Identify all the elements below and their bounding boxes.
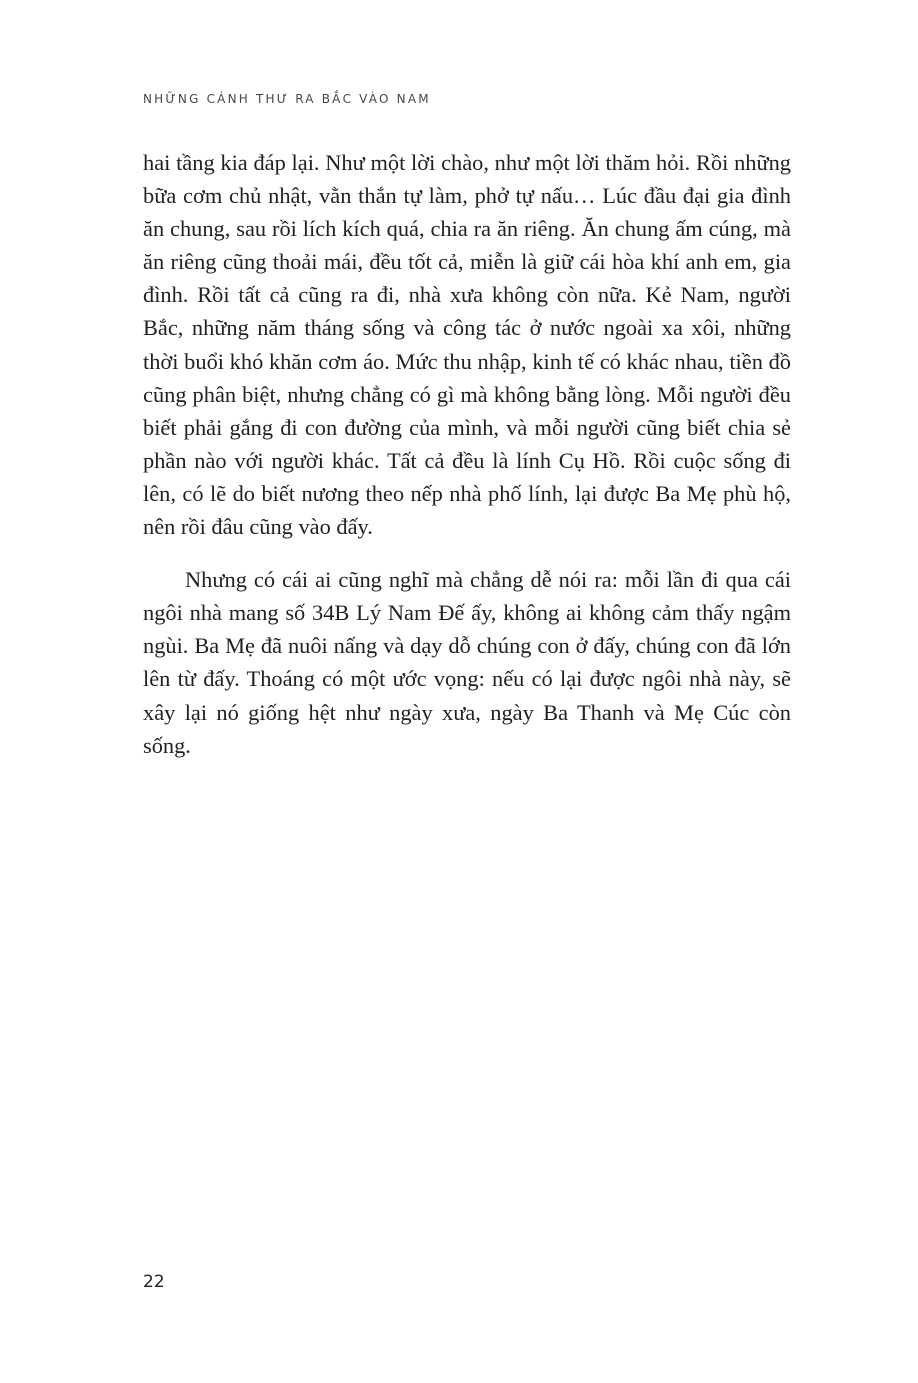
paragraph-2: Nhưng có cái ai cũng nghĩ mà chẳng dễ nói ra: mỗi lần đi qua cái ngôi nhà mang số 34B Lý Nam Đế ấy, không ai không cảm thấy ngậm ngùi. Ba Mẹ đã nuôi nấng và dạy dỗ chúng con ở đấy, chúng con đã lớn lên từ đấy. Thoáng có một ước vọng: nếu có lại được ngôi nhà này, sẽ xây lại nó giống hệt như ngày xưa, ngày Ba Thanh và Mẹ Cúc còn sống. xyxy=(143,567,791,758)
page-number: 22 xyxy=(143,1272,165,1292)
paragraph-1: hai tầng kia đáp lại. Như một lời chào, như một lời thăm hỏi. Rồi những bữa cơm chủ nhật, vằn thắn tự làm, phở tự nấu… Lúc đầu đại gia đình ăn chung, sau rồi lích kích quá, chia ra ăn riêng. Ăn chung ấm cúng, mà ăn riêng cũng thoải mái, đều tốt cả, miễn là giữ cái hòa khí anh em, gia đình. Rồi tất cả cũng ra đi, nhà xưa không còn nữa. Kẻ Nam, người Bắc, những năm tháng sống và công tác ở nước ngoài xa xôi, những thời buổi khó khăn cơm áo. Mức thu nhập, kinh tế có khác nhau, tiền đồ cũng phân biệt, nhưng chẳng có gì mà không bằng lòng. Mỗi người đều biết phải gắng đi con đường của mình, và mỗi người cũng biết chia sẻ phần nào với người khác. Tất cả đều là lính Cụ Hồ. Rồi cuộc sống đi lên, có lẽ do biết nương theo nếp nhà phố lính, lại được Ba Mẹ phù hộ, nên rồi đâu cũng vào đấy. xyxy=(143,150,791,540)
body-text xyxy=(143,146,791,762)
running-header: NHỮNG CÁNH THƯ RA BẮC VÀO NAM xyxy=(143,92,431,106)
